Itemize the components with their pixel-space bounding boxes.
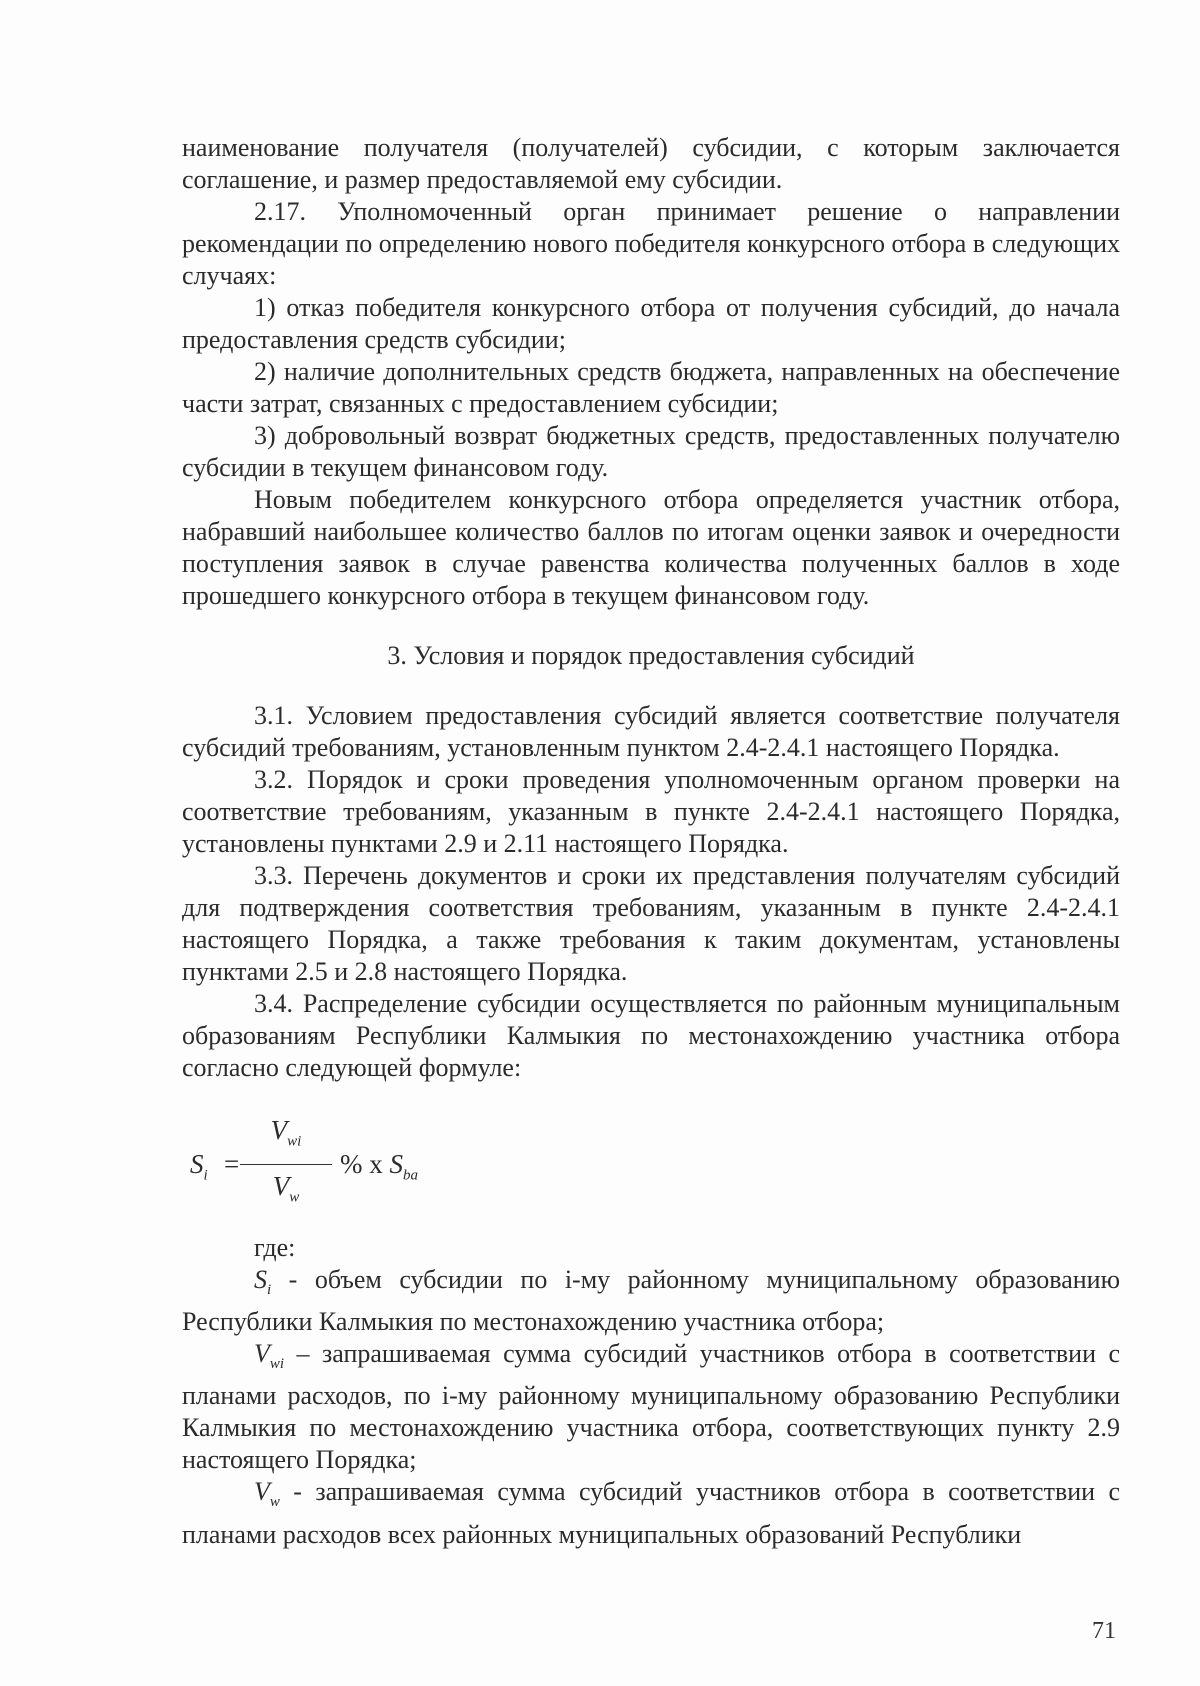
paragraph-3-1: 3.1. Условием предоставления субсидий является соответствие получателя субсидий требованиям, установленным пунктом 2.4-2.4.1 настоящего Порядка. xyxy=(182,701,1120,762)
paragraph-continuation: наименование получателя (получателей) субсидии, с которым заключается соглашение, и размер предоставляемой ему субсидии. xyxy=(182,133,1120,194)
paragraph-3-4: 3.4. Распределение субсидии осуществляется по районным муниципальным образованиям Республики Калмыкия по местонахождению участника отбора согласно следующей формуле: xyxy=(182,989,1120,1082)
formula-tail: % х $S_{ba}$ xyxy=(340,1149,418,1184)
fraction-bar xyxy=(240,1164,332,1165)
document-body xyxy=(182,132,1120,1551)
list-item-1: 1) отказ победителя конкурсного отбора от получения субсидий, до начала предоставления средств субсидии; xyxy=(182,293,1120,354)
where-label: где: xyxy=(254,1233,296,1262)
formula-equals: = xyxy=(224,1149,240,1179)
definition-vw: $V_w$ - запрашиваемая сумма субсидий участников отбора в соответствии с планами расходов всех районных муниципальных образований Республики xyxy=(182,1477,1120,1549)
page-number: 71 xyxy=(1092,1618,1116,1644)
section-heading: 3. Условия и порядок предоставления субсидий xyxy=(387,641,915,670)
definition-si: $S_i$ - объем субсидии по i-му районному муниципальному образованию Республики Калмыкия по местонахождению участника отбора; xyxy=(182,1265,1120,1337)
paragraph-new-winner: Новым победителем конкурсного отбора определяется участник отбора, набравший наибольшее количество баллов по итогам оценки заявок и очередности поступления заявок в случае равенства количества полученных баллов в ходе прошедшего конкурсного отбора в текущем финансовом году. xyxy=(182,485,1120,610)
list-item-3: 3) добровольный возврат бюджетных средств, предоставленных получателю субсидии в текущем финансовом году. xyxy=(182,421,1120,482)
definition-vwi: $V_{wi}$ – запрашиваемая сумма субсидий участников отбора в соответствии с планами расходов, по i-му районному муниципальному образованию Республики Калмыкия по местонахождению участника отбора, соответствующих пункту 2.9 настоящего Порядка; xyxy=(182,1339,1120,1475)
formula-fraction xyxy=(240,1112,332,1212)
formula-denominator: $V_w$ xyxy=(272,1171,300,1206)
formula-numerator: $V_{wi}$ xyxy=(270,1115,302,1150)
paragraph-3-2: 3.2. Порядок и сроки проведения уполномоченным органом проверки на соответствие требованиям, указанным в пункте 2.4-2.4.1 настоящего Порядка, установлены пунктами 2.9 и 2.11 настоящего Порядка. xyxy=(182,765,1120,858)
formula-lhs: $S_i$ xyxy=(190,1149,208,1184)
list-item-2: 2) наличие дополнительных средств бюджета, направленных на обеспечение части затрат, связанных с предоставлением субсидии; xyxy=(182,357,1120,418)
paragraph-2-17: 2.17. Уполномоченный орган принимает решение о направлении рекомендации по определению нового победителя конкурсного отбора в следующих случаях: xyxy=(182,197,1120,290)
distribution-formula xyxy=(182,1112,1120,1218)
paragraph-3-3: 3.3. Перечень документов и сроки их представления получателям субсидий для подтверждения соответствия требованиям, указанным в пункте 2.4-2.4.1 настоящего Порядка, а также требования к таким документам, установлены пунктами 2.5 и 2.8 настоящего Порядка. xyxy=(182,861,1120,986)
